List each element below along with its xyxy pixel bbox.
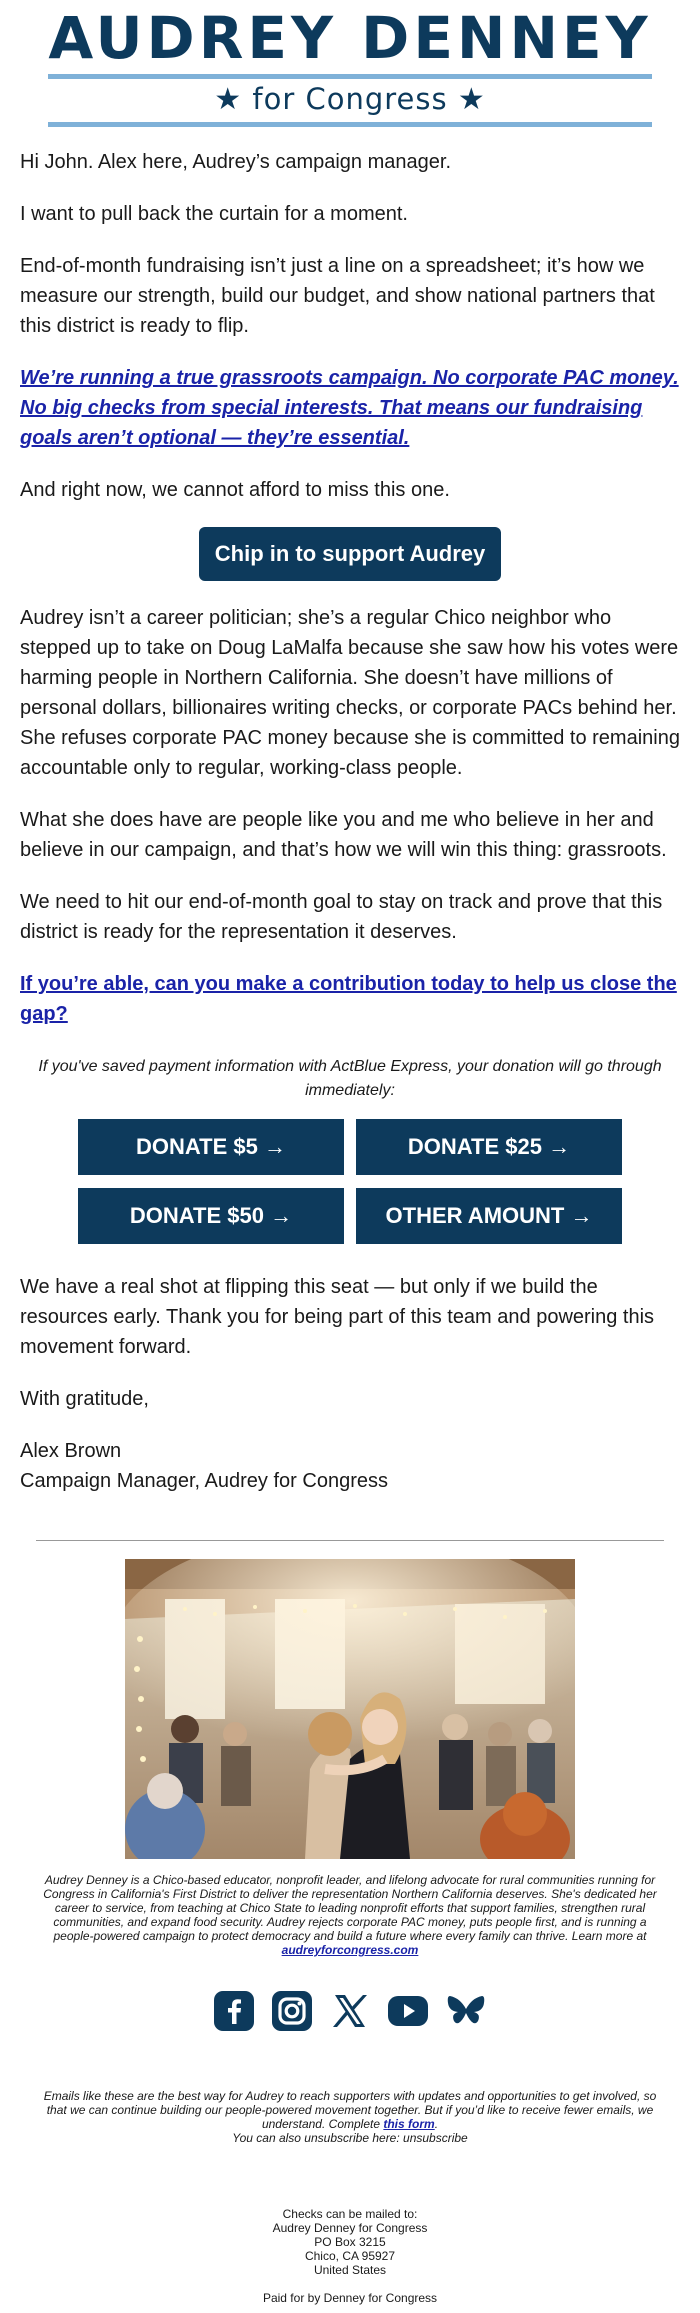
- footer-divider: [36, 1540, 664, 1541]
- logo-name-last: DENNEY: [361, 4, 652, 72]
- mail-country: United States: [313, 2263, 387, 2277]
- email-preferences: Emails like these are the best way for Audrey to reach supporters with updates and opportunities to get involved, so that we can continue building our people-powered movement together. But if you’d like to receive fewer emails, we understand. Complete this form. You can also unsubscribe here: unsubscribe: [34, 2089, 666, 2145]
- grassroots-link[interactable]: We’re running a true grassroots campaign. No corporate PAC money. No big checks from special interests. That means our fundraising goals aren’t optional — they’re essential.: [20, 367, 679, 449]
- paragraph: And right now, we cannot afford to miss this one.: [20, 479, 450, 501]
- emails-note: Emails like these are the best way for Audrey to reach supporters with updates and opportunities to get involved, so that we can continue building our people-powered movement together. But if you’d like to receive fewer emails, we understand. Complete: [43, 2089, 657, 2131]
- mail-name: Audrey Denney for Congress: [272, 2221, 428, 2235]
- logo-subtitle-row: [0, 79, 700, 120]
- paid-for-disclaimer: Paid for by Denney for Congress: [262, 2291, 438, 2305]
- mailing-address: [0, 2207, 700, 2277]
- candidate-bio: [34, 1873, 666, 1957]
- donate-other-button[interactable]: OTHER AMOUNT →: [356, 1188, 622, 1244]
- logo-subtitle: for Congress: [252, 82, 448, 116]
- mail-city: Chico, CA 95927: [304, 2249, 396, 2263]
- signature: [20, 1436, 680, 1496]
- closing: With gratitude,: [20, 1388, 149, 1410]
- star-icon: ★: [457, 82, 486, 117]
- bluesky-icon[interactable]: [446, 1991, 486, 2031]
- youtube-icon[interactable]: [388, 1991, 428, 2031]
- x-icon[interactable]: [330, 1991, 370, 2031]
- email-body: [0, 147, 700, 1029]
- paragraph: We need to hit our end-of-month goal to stay on track and prove that this district is ready for the representation it deserves.: [20, 891, 663, 943]
- facebook-icon[interactable]: [214, 1991, 254, 2031]
- star-icon: ★: [214, 82, 243, 117]
- donate-50-button[interactable]: DONATE $50 →: [78, 1188, 344, 1244]
- paragraph: End-of-month fundraising isn’t just a line on a spreadsheet; it’s how we measure our strength, build our budget, and show national partners that this district is ready to flip.: [20, 255, 655, 337]
- donate-buttons: [0, 1119, 700, 1244]
- bio-text: Audrey Denney is a Chico-based educator, nonprofit leader, and lifelong advocate for rural communities running for Congress in California's First District to deliver the representation Northern California deserves. She's dedicated her career to service, from teaching at Chico State to leading nonprofit efforts that support families, strengthen rural communities, and expand food security. Audrey rejects corporate PAC money, puts people first, and is running a people-powered campaign to protect democracy and build a future where every family can thrive. Learn more at: [43, 1873, 657, 1943]
- donate-5-button[interactable]: DONATE $5 →: [78, 1119, 344, 1175]
- paragraph: I want to pull back the curtain for a moment.: [20, 203, 408, 225]
- chip-in-button[interactable]: Chip in to support Audrey: [199, 527, 502, 581]
- mail-heading: Checks can be mailed to:: [282, 2207, 418, 2221]
- donate-25-button[interactable]: DONATE $25 →: [356, 1119, 622, 1175]
- instagram-icon[interactable]: [272, 1991, 312, 2031]
- paragraph: We have a real shot at flipping this seat — but only if we build the resources early. Thank you for being part of this team and powering this movement forward.: [20, 1276, 655, 1358]
- campaign-logo: [0, 0, 700, 127]
- logo-rule-bottom: [48, 122, 652, 127]
- contribution-link[interactable]: If you’re able, can you make a contribution today to help us close the gap?: [20, 973, 677, 1025]
- social-links: [0, 1991, 700, 2031]
- preferences-form-link[interactable]: this form: [383, 2117, 435, 2131]
- signer-title: Campaign Manager, Audrey for Congress: [20, 1470, 388, 1492]
- unsubscribe-line[interactable]: You can also unsubscribe here: unsubscribe: [232, 2131, 468, 2145]
- logo-wordmark: [0, 4, 700, 72]
- greeting: Hi John. Alex here, Audrey’s campaign manager.: [20, 151, 451, 173]
- logo-name-first: AUDREY: [48, 4, 337, 72]
- paragraph: Audrey isn’t a career politician; she’s a regular Chico neighbor who stepped up to take on Doug LaMalfa because she saw how his votes were harming people in Northern California. She doesn’t have millions of personal dollars, billionaires writing checks, or corporate PACs behind her. She refuses corporate PAC money because she is committed to remaining accountable only to regular, working-class people.: [20, 607, 680, 779]
- mail-po-box: PO Box 3215: [314, 2235, 386, 2249]
- campaign-event-photo: [125, 1559, 575, 1859]
- paragraph: What she does have are people like you and me who believe in her and believe in our campaign, and that’s how we will win this thing: grassroots.: [20, 809, 667, 861]
- actblue-note: If you've saved payment information with ActBlue Express, your donation will go through immediately:: [38, 1058, 662, 1099]
- signer-name: Alex Brown: [20, 1440, 122, 1462]
- website-link[interactable]: audreyforcongress.com: [281, 1943, 419, 1957]
- event-photo-illustration: [125, 1559, 575, 1859]
